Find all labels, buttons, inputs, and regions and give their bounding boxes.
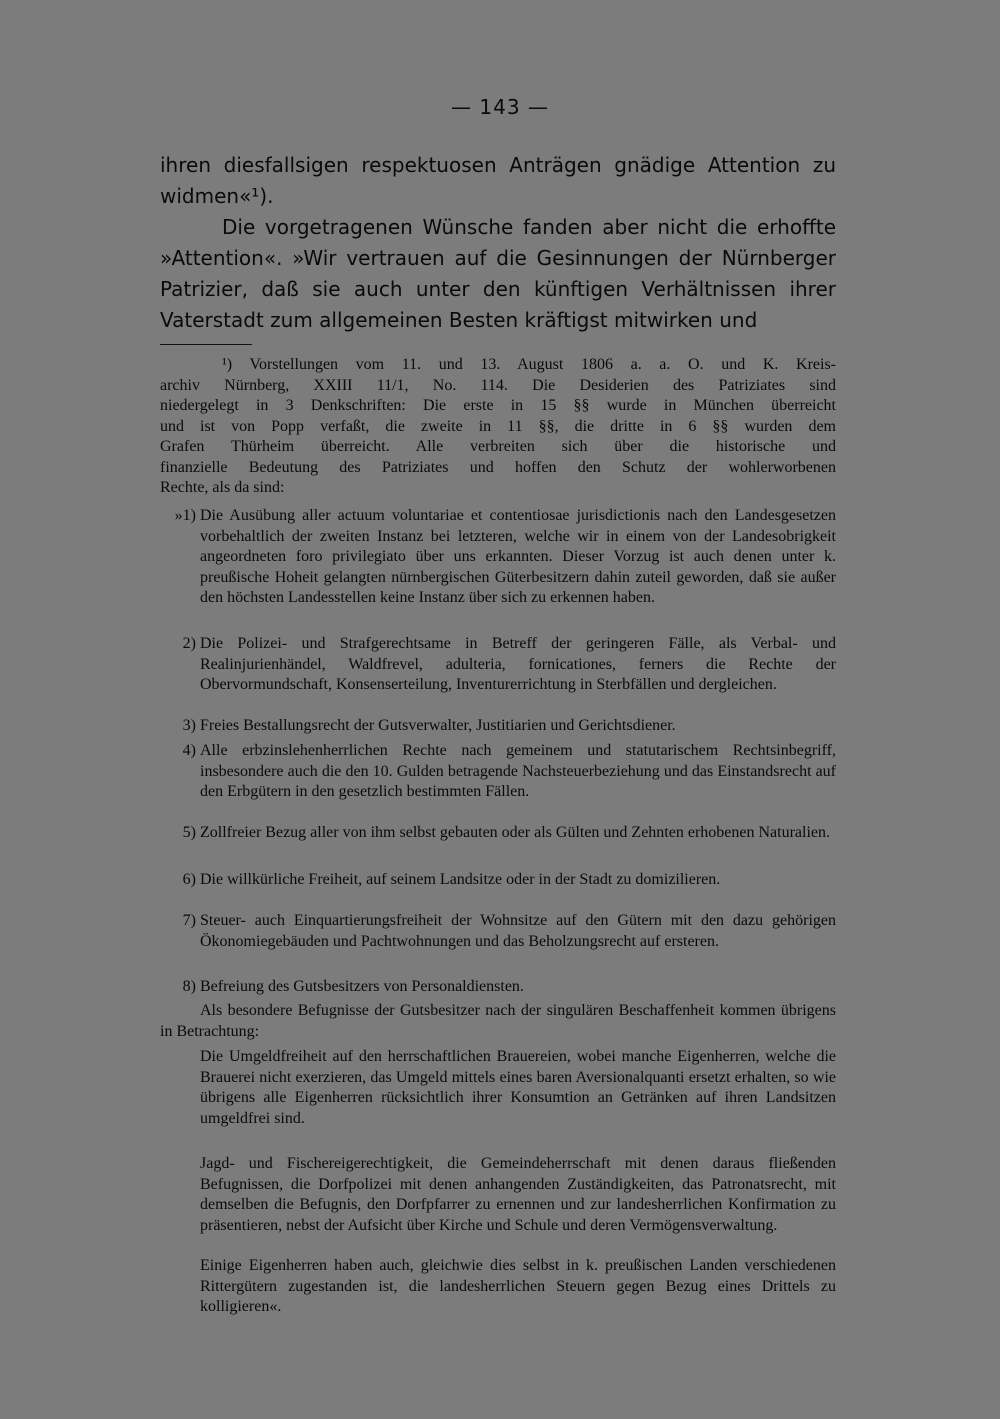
list-item-text: Die Polizei- und Strafgerechtsame in Betreff der geringeren Fälle, als Verbal- und Realinjurienhändel, Waldfrevel, adulteria, fornicationes, ferners die Rechte der Obervormundschaft, Konsenserteilung, Inventurerrichtung in Sterbfällen und dergleichen. xyxy=(200,635,836,694)
footnote-line: Rechte, als da sind: xyxy=(160,479,285,496)
list-item-number: 8) xyxy=(182,978,196,995)
list-item-text: Freies Bestallungsrecht der Gutsverwalter, Justitiarien und Gerichtsdiener. xyxy=(200,717,676,734)
list-item-text: Steuer- auch Einquartierungsfreiheit der Wohnsitze auf den Gütern mit den dazu gehörigen Ökonomiegebäuden und Pachtwohnungen und das Beholzungsrecht auf ersteren. xyxy=(200,912,836,950)
footnote-line: archiv Nürnberg, XXIII 11/1, No. 114. Die Desiderien des Patriziates sind xyxy=(160,376,836,394)
list-item-text: Zollfreier Bezug aller von ihm selbst gebauten oder als Gülten und Zehnten erhobenen Naturalien. xyxy=(200,824,831,841)
footnote-line: ¹) Vorstellungen vom 11. und 13. August 1806 a. a. O. und K. Kreis- xyxy=(222,356,836,373)
list-item-number: 5) xyxy=(182,824,196,841)
list-item-text: Die willkürliche Freiheit, auf seinem Landsitze oder in der Stadt zu domizilieren. xyxy=(200,871,721,888)
list-item-number: »1) xyxy=(174,507,196,524)
list-item-number: 7) xyxy=(182,912,196,929)
footnote xyxy=(160,355,836,499)
closing-paragraph: Die Umgeldfreiheit auf den herrschaftlichen Brauereien, wobei manche Eigenherren, welche die Brauerei nicht exerzieren, das Umgeld mittels eines baren Aversionalquanti ersetzt erhalten, so wie übrigens alle Eigenherren rücksichtlich ihrer Konsumtion an Getränken auf ihren Landsitzen umgeldfrei sind. xyxy=(200,1048,836,1127)
page-number: — 143 — xyxy=(451,95,549,119)
list-item xyxy=(160,506,836,609)
list-item xyxy=(160,977,836,998)
list-item-text: Alle erbzinslehenherrlichen Rechte nach gemeinem und statutarischem Rechtsinbegriff, insbesondere auch die den 10. Gulden betragende Nachsteuerbeziehung und das Einstandsrecht auf den Erbgütern in den gesetzlich bestimmten Fällen. xyxy=(200,742,836,801)
list-item-text: Befreiung des Gutsbesitzers von Personaldiensten. xyxy=(200,978,524,995)
footnote-line: niedergelegt in 3 Denkschriften: Die erste in 15 §§ wurde in München überreicht xyxy=(160,397,836,414)
list-item-number: 3) xyxy=(182,717,196,734)
list-item-text: Die Ausübung aller actuum voluntariae et contentiosae jurisdictionis nach den Landesgesetzen vorbehaltlich der zweiten Instanz bei letzteren, welche wir in einem von der Landesobrigkeit angeordneten foro privilegiato über uns erkannten. Dieser Vorzug ist auch denen unter k. preußische Hoheit gelangten nürnbergischen Güterbesitzern dahin zuteil geworden, daß sie außer den höchsten Landesstellen keine Instanz über sich zu erkennen haben. xyxy=(200,507,836,607)
list-item xyxy=(160,823,836,844)
footnote-line: finanzielle Bedeutung des Patriziates und hoffen den Schutz der wohlerworbenen xyxy=(160,458,836,476)
closing-intro: Als besondere Befugnisse der Gutsbesitzer nach der singulären Beschaffenheit kommen übrigens in Betrachtung: xyxy=(160,1002,836,1040)
list-item xyxy=(160,716,836,737)
paragraph-continuation: ihren diesfallsigen respektuosen Anträgen gnädige Attention zu widmen«¹). xyxy=(160,153,836,208)
list-item-number: 4) xyxy=(182,742,196,759)
closing-paragraph: Jagd- und Fischereigerechtigkeit, die Gemeindeherrschaft mit denen daraus fließenden Befugnissen, die Dorfpolizei mit denen anhangenden Zuständigkeiten, das Patronatsrecht, mit demselben die Befugnis, den Dorfpfarrer zu ernennen und zur landesherrlichen Konfirmation zu präsentieren, nebst der Aufsicht über Kirche und Schule und deren Vermögensverwaltung. xyxy=(200,1155,836,1234)
list-item xyxy=(160,870,836,891)
list-item xyxy=(160,741,836,803)
footnote-line: und ist von Popp verfaßt, die zweite in 11 §§, die dritte in 6 §§ wurden dem xyxy=(160,417,836,435)
paragraph-attention: Die vorgetragenen Wünsche fanden aber nicht die erhoffte »Attention«. »Wir vertrauen auf die Gesinnungen der Nürnberger Patrizier, daß sie auch unter den künftigen Verhältnissen ihrer Vaterstadt zum allgemeinen Besten kräftigst mitwirken und xyxy=(160,215,836,332)
list-item-number: 6) xyxy=(182,871,196,888)
list-item-number: 2) xyxy=(182,635,196,652)
footnote-line: Grafen Thürheim überreicht. Alle verbreiten sich über die historische und xyxy=(160,438,836,455)
list-item xyxy=(160,911,836,952)
list-item xyxy=(160,634,836,696)
footnote-separator xyxy=(160,344,252,345)
closing-paragraph: Einige Eigenherren haben auch, gleichwie dies selbst in k. preußischen Landen verschiedenen Rittergütern zugestanden ist, die landesherrlichen Steuern gegen Bezug eines Drittels zu kolligieren«. xyxy=(200,1257,836,1316)
